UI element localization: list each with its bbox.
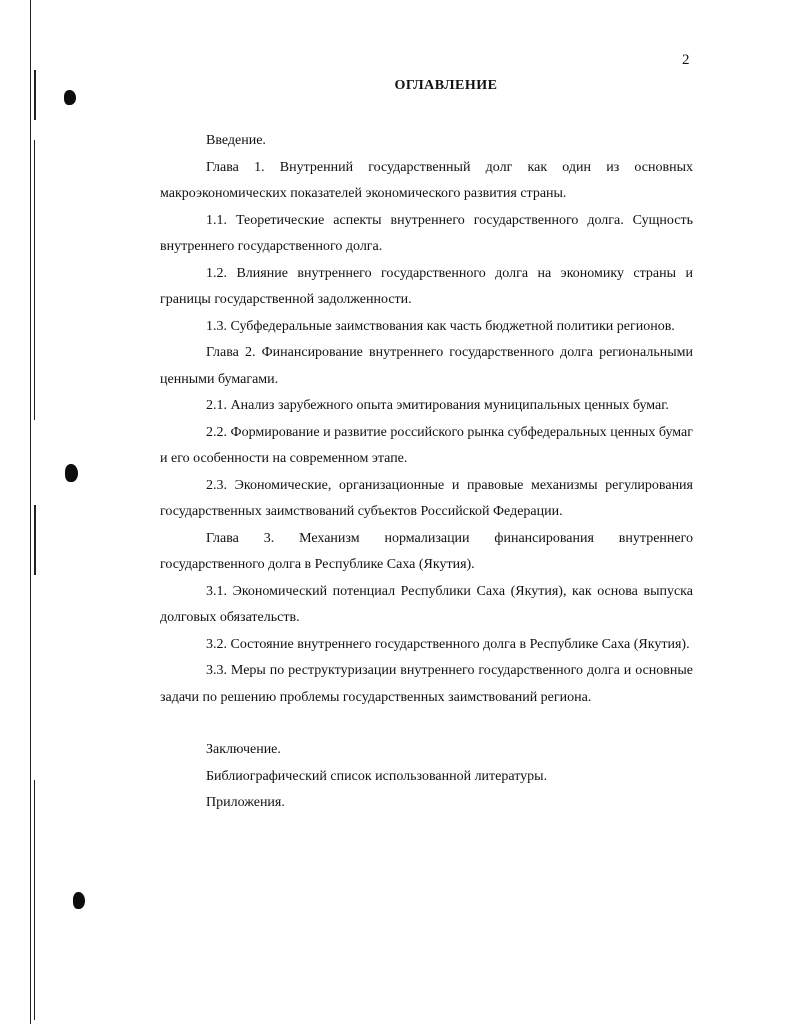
toc-entry-introduction: Введение. [206, 133, 266, 148]
toc-entry-chapter-3: Глава 3. Механизм нормализации финансирования внутреннего государственного долга в Республике Саха (Якутия). [160, 530, 693, 572]
toc-entry-section-2-1: 2.1. Анализ зарубежного опыта эмитирования муниципальных ценных бумаг. [206, 398, 669, 413]
scan-edge-line [34, 780, 35, 1020]
toc-entry-section-3-2: 3.2. Состояние внутреннего государственного долга в Республике Саха (Якутия). [206, 636, 690, 652]
toc-entry-section-1-3: 1.3. Субфедеральные заимствования как часть бюджетной политики регионов. [206, 318, 675, 334]
toc-entry-chapter-2: Глава 2. Финансирование внутреннего государственного долга региональными ценными бумагами. [160, 345, 693, 387]
toc-entry-chapter-1: Глава 1. Внутренний государственный долг как один из основных макроэкономических показателей экономического развития страны. [160, 159, 693, 201]
toc-entry-section-3-3: 3.3. Меры по реструктуризации внутреннего государственного долга и основные задачи по решению проблемы государственных заимствований региона. [160, 663, 693, 705]
toc-entry-bibliography: Библиографический список использованной литературы. [206, 768, 548, 784]
toc-entry-section-2-2: 2.2. Формирование и развитие российского рынка субфедеральных ценных бумаг и его особенности на современном этапе. [160, 424, 693, 466]
toc-entry-section-3-1: 3.1. Экономический потенциал Республики Саха (Якутия), как основа выпуска долговых обязательств. [160, 583, 693, 625]
toc-entry-section-1-1: 1.1. Теоретические аспекты внутреннего государственного долга. Сущность внутреннего государственного долга. [160, 212, 693, 254]
scan-edge-line [34, 505, 36, 575]
toc-entry-section-2-3: 2.3. Экономические, организационные и правовые механизмы регулирования государственных заимствований субъектов Российской Федерации. [160, 477, 693, 519]
scan-edge-line [34, 140, 35, 420]
page-title: ОГЛАВЛЕНИЕ [394, 78, 498, 93]
toc-entry-conclusion: Заключение. [206, 742, 281, 757]
page-number: 2 [682, 52, 690, 68]
toc-entry-section-1-2: 1.2. Влияние внутреннего государственного долга на экономику страны и границы государственной задолженности. [160, 265, 693, 307]
table-of-contents [160, 128, 693, 817]
toc-entry-appendices: Приложения. [206, 795, 285, 810]
punch-hole-mark [65, 464, 78, 482]
punch-hole-mark [73, 892, 85, 909]
scan-edge-line [30, 0, 31, 1024]
